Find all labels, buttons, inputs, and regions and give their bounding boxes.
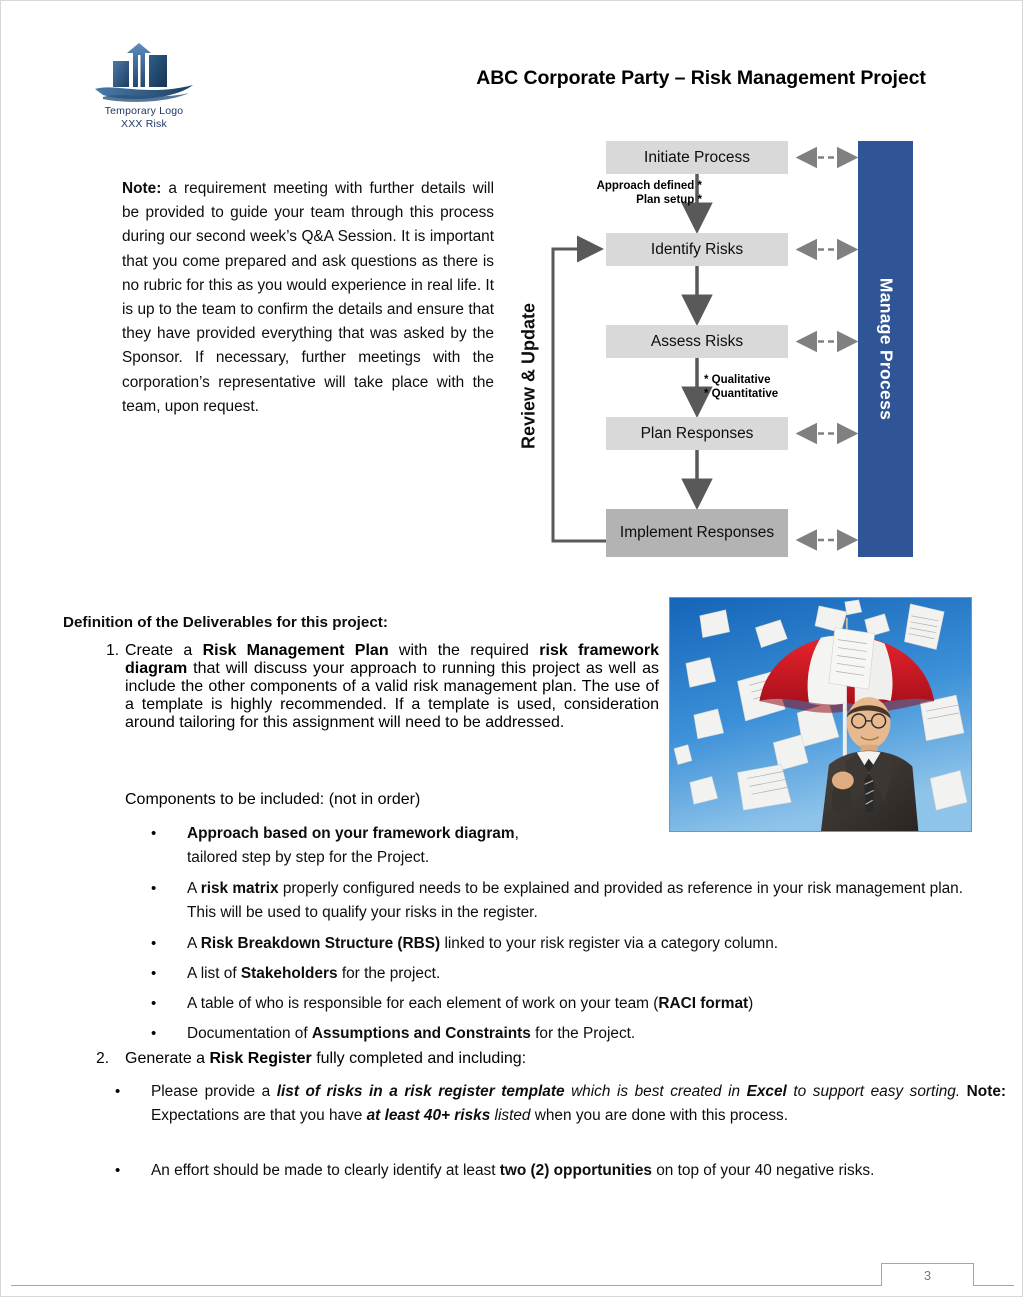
annotation-line1: Approach defined * xyxy=(596,180,702,192)
bullet1-bold: Approach based on your framework diagram xyxy=(187,825,515,842)
bullet5-bold: RACI format xyxy=(658,995,749,1012)
review-and-update-label-wrap xyxy=(514,286,544,466)
r-bullet1-bi1: list of risks in a risk register template xyxy=(276,1083,565,1100)
bullet-text xyxy=(187,992,995,1016)
r-bullet1-pre: Please provide a xyxy=(151,1083,277,1100)
page-header xyxy=(1,1,1023,141)
item1-bold2: risk framework diagram xyxy=(125,642,659,677)
item1-bold1: Risk Management Plan xyxy=(202,642,389,659)
flow-box-implement-responses[interactable]: Implement Responses xyxy=(606,509,788,557)
manage-process-label: Manage Process xyxy=(876,277,896,421)
logo-caption-line1: Temporary Logo xyxy=(104,105,184,117)
r-bullet1-i2: to support easy sorting. xyxy=(786,1083,967,1100)
bullet4-bold: Stakeholders xyxy=(240,965,338,982)
bullet-icon: • xyxy=(115,1083,121,1100)
bullet4-rest: for the project. xyxy=(337,965,441,982)
bullet6-pre: Documentation of xyxy=(187,1025,312,1042)
r-bullet2-pre: An effort should be made to clearly identify at least xyxy=(151,1162,500,1179)
page-number: 3 xyxy=(923,1267,932,1283)
bullet-icon: • xyxy=(151,995,157,1012)
risk-process-flowchart xyxy=(506,136,966,576)
item1-mid: with the required xyxy=(388,642,540,659)
flow-box-initiate-process[interactable]: Initiate Process xyxy=(606,141,788,174)
bullet-icon: • xyxy=(151,935,157,952)
photo-illustration xyxy=(670,598,971,831)
bullet-text xyxy=(187,932,995,956)
bullet1-line2: tailored step by step for the Project. xyxy=(187,849,430,867)
bullet5-rest: ) xyxy=(748,995,754,1012)
deliverable-item-1-text xyxy=(125,642,659,732)
bullet2-pre: A xyxy=(187,880,201,897)
r-bullet1-rest1: Expectations are that you have xyxy=(151,1107,367,1125)
bullet3-rest: linked to your risk register via a category column. xyxy=(440,935,779,952)
item1-pre: Create a xyxy=(125,642,203,659)
flow-box-assess-risks[interactable]: Assess Risks xyxy=(606,325,788,358)
bullet-text xyxy=(187,877,995,925)
bullet-text xyxy=(187,822,887,870)
r-bullet1-bi3: at least 40+ risks xyxy=(366,1107,491,1125)
item2-post: fully completed and including: xyxy=(311,1050,527,1067)
r-bullet2-rest: on top of your 40 negative risks. xyxy=(651,1162,875,1179)
bullet-text xyxy=(187,962,995,986)
note-label: Note: xyxy=(122,180,162,197)
bullet-text xyxy=(151,1080,1006,1128)
bullet4-pre: A list of xyxy=(187,965,241,982)
page-number-badge xyxy=(881,1263,974,1286)
annotation-approach-defined xyxy=(550,179,702,207)
annotation-line1: * Qualitative xyxy=(704,374,771,386)
bullet-text xyxy=(187,1022,995,1046)
note-paragraph xyxy=(122,177,494,419)
flow-box-identify-risks[interactable]: Identify Risks xyxy=(606,233,788,266)
bullet2-rest: properly configured needs to be explained and provided as reference in your risk management plan. This will be used to qualify your risks in the register. xyxy=(187,880,964,922)
footer-divider-right xyxy=(974,1285,1014,1286)
r-bullet1-i1: which is best created in xyxy=(564,1083,747,1100)
bullet3-pre: A xyxy=(187,935,201,952)
bullet5-pre: A table of who is responsible for each element of work on your team ( xyxy=(187,995,659,1012)
list-number-2: 2. xyxy=(96,1050,109,1067)
note-body: a requirement meeting with further details will be provided to guide your team through this process during our second week’s Q&A Session. It is important that you come prepared and ask questions as there is no rubric for this as you would experience in real life. It is up to the team to confirm the details and ensure that they have provided everything that was asked by the Sponsor. If necessary, further meetings with the corporation’s representative will take place with the team, upon request. xyxy=(122,180,494,415)
r-bullet1-i3: listed xyxy=(490,1107,531,1125)
r-bullet1-rest2: when you are done with this process. xyxy=(530,1107,788,1125)
r-bullet1-bi2: Excel xyxy=(746,1083,787,1100)
bullet-icon: • xyxy=(151,880,157,897)
annotation-line2: * Quantitative xyxy=(704,388,779,400)
bullet-icon: • xyxy=(151,1025,157,1042)
review-and-update-label: Review & Update xyxy=(518,302,539,450)
r-bullet1-bold2: Note: xyxy=(966,1083,1006,1100)
bullet2-bold: risk matrix xyxy=(200,880,279,897)
list-number-1: 1. xyxy=(106,642,119,659)
bullet-text xyxy=(151,1159,1006,1183)
bullet6-rest: for the Project. xyxy=(530,1025,636,1042)
manage-process-bar xyxy=(858,141,913,557)
flow-box-plan-responses[interactable]: Plan Responses xyxy=(606,417,788,450)
bullet6-bold: Assumptions and Constraints xyxy=(311,1025,531,1042)
bullet-icon: • xyxy=(151,965,157,982)
umbrella-businessman-photo xyxy=(669,597,972,832)
components-line: Components to be included: (not in order) xyxy=(125,791,421,808)
bullet1-rest: , xyxy=(514,825,519,842)
logo-caption-line2: XXX Risk xyxy=(121,118,167,130)
r-bullet2-bold: two (2) opportunities xyxy=(499,1162,652,1179)
item2-bold1: Risk Register xyxy=(209,1050,312,1067)
bullet-icon: • xyxy=(151,825,157,842)
page-footer xyxy=(1,1263,1023,1297)
deliverable-item-2-text xyxy=(125,1050,945,1068)
item2-pre: Generate a xyxy=(125,1050,210,1067)
document-title: ABC Corporate Party – Risk Management Project xyxy=(476,67,926,89)
item1-post: that will discuss your approach to running this project as well as include the other components of a valid risk management plan. The use of a template is highly recommended. If a template is used, consideration around tailoring for this assignment will need to be addressed. xyxy=(125,660,659,731)
company-logo xyxy=(84,41,204,130)
bullet-icon: • xyxy=(115,1162,121,1179)
building-logo-icon xyxy=(89,41,199,103)
annotation-line2: Plan setup * xyxy=(636,194,702,206)
footer-divider-left xyxy=(11,1285,881,1286)
bullet3-bold: Risk Breakdown Structure (RBS) xyxy=(200,935,441,952)
annotation-qualitative-quantitative xyxy=(704,373,778,401)
deliverables-heading: Definition of the Deliverables for this project: xyxy=(63,614,388,631)
